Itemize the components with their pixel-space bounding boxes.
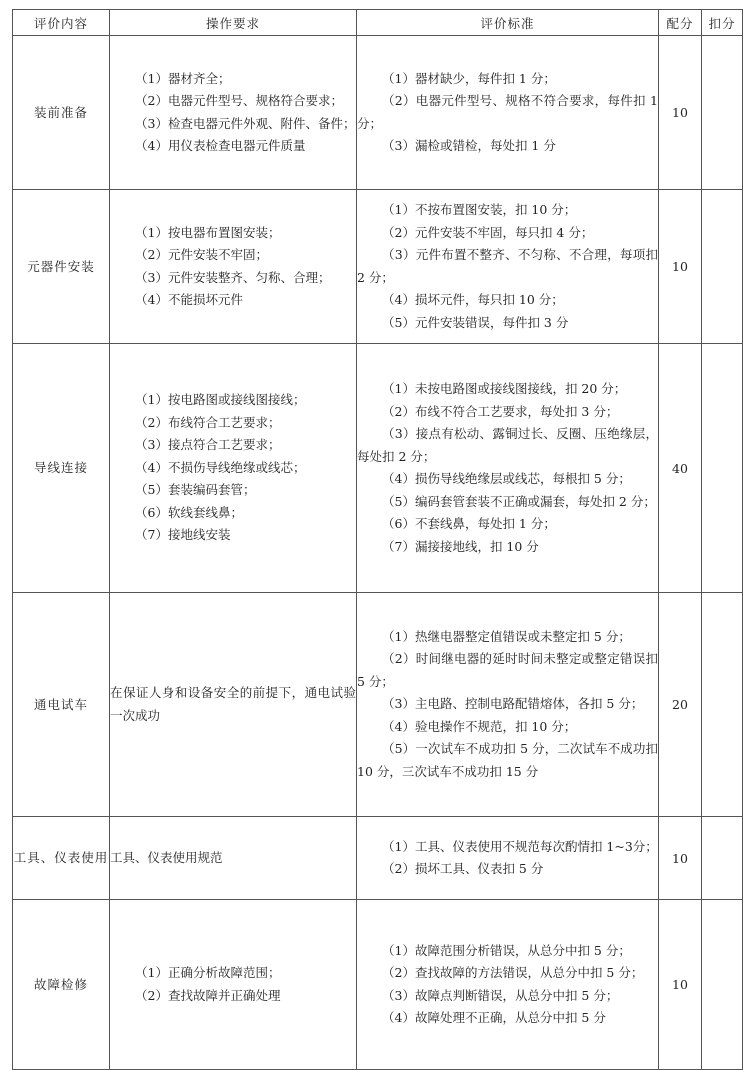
requirement-line: 工具、仪表使用规范 bbox=[110, 849, 223, 865]
requirement-line: （1）正确分析故障范围； bbox=[135, 965, 281, 980]
table-row bbox=[13, 344, 743, 593]
requirement-line: （2）布线符合工艺要求； bbox=[135, 414, 281, 430]
criteria-line: （4）故障处理不正确，从总分中扣 5 分 bbox=[382, 1010, 606, 1025]
requirement-line: （1）按电路图或接线图接线； bbox=[135, 392, 306, 408]
criteria-line: （4）验电操作不规范，扣 10 分； bbox=[382, 718, 577, 734]
item-cell: 元器件安装 bbox=[13, 190, 110, 344]
deduct-cell[interactable] bbox=[702, 36, 743, 190]
deduct-cell[interactable] bbox=[702, 817, 743, 900]
criteria-line: （5）元件安装错误，每件扣 3 分 bbox=[382, 314, 569, 330]
criteria-line: （3）主电路、控制电路配错熔体，各扣 5 分； bbox=[382, 696, 644, 712]
criteria-line: （5）一次试车不成功扣 5 分，二次试车不成功扣 10 分，三次试车不成功扣 15 分 bbox=[357, 741, 658, 779]
evaluation-table bbox=[12, 9, 743, 1070]
criteria-line: （1）未按电路图或接线图接线，扣 20 分； bbox=[382, 381, 627, 396]
score-cell: 10 bbox=[659, 817, 702, 900]
requirement-line: （2）电器元件型号、规格符合要求； bbox=[135, 93, 343, 108]
table-row bbox=[13, 593, 743, 817]
criteria-cell bbox=[357, 190, 659, 344]
requirement-line: （3）检查电器元件外观、附件、备件； bbox=[135, 115, 356, 131]
criteria-line: （1）热继电器整定值错误或未整定扣 5 分； bbox=[382, 628, 631, 644]
table-row bbox=[13, 190, 743, 344]
criteria-cell bbox=[357, 36, 659, 190]
requirements-cell bbox=[110, 36, 357, 190]
item-cell: 故障检修 bbox=[13, 900, 110, 1070]
item-cell: 工具、仪表使用 bbox=[13, 817, 110, 900]
criteria-line: （3）故障点判断错误，从总分中扣 5 分； bbox=[382, 987, 619, 1003]
requirement-line: （3）元件安装整齐、匀称、合理； bbox=[135, 269, 331, 285]
requirement-line: （6）软线套线鼻； bbox=[135, 504, 243, 520]
criteria-line: （6）不套线鼻，每处扣 1 分； bbox=[382, 516, 556, 531]
criteria-cell bbox=[357, 900, 659, 1070]
criteria-cell bbox=[357, 817, 659, 900]
criteria-line: （3）漏检或错检，每处扣 1 分 bbox=[382, 138, 556, 153]
requirement-line: （3）接点符合工艺要求； bbox=[135, 437, 281, 453]
deduct-cell[interactable] bbox=[702, 344, 743, 593]
criteria-line: （2）时间继电器的延时时间未整定或整定错误扣 5 分； bbox=[357, 651, 658, 689]
header-requirements: 操作要求 bbox=[110, 10, 357, 36]
requirements-cell bbox=[110, 190, 357, 344]
item-cell: 通电试车 bbox=[13, 593, 110, 817]
criteria-line: （2）查找故障的方法错误，从总分中扣 5 分； bbox=[382, 965, 644, 980]
criteria-line: （5）编码套管套装不正确或漏套，每处扣 2 分； bbox=[382, 493, 656, 509]
criteria-line: （1）器材缺少，每件扣 1 分； bbox=[382, 70, 556, 86]
criteria-line: （4）损伤导线绝缘层或线芯，每根扣 5 分； bbox=[382, 471, 631, 486]
table-header-row bbox=[13, 10, 743, 36]
score-cell: 20 bbox=[659, 593, 702, 817]
requirement-line: （4）不损伤导线绝缘或线芯； bbox=[135, 459, 306, 475]
header-criteria: 评价标准 bbox=[357, 10, 659, 36]
item-cell: 导线连接 bbox=[13, 344, 110, 593]
table-row bbox=[13, 817, 743, 900]
criteria-line: （1）不按布置图安装，扣 10 分； bbox=[382, 202, 577, 217]
score-cell: 10 bbox=[659, 36, 702, 190]
requirement-line: （4）不能损坏元件 bbox=[135, 292, 243, 307]
requirement-line: （5）套装编码套管； bbox=[135, 482, 256, 498]
score-cell: 40 bbox=[659, 344, 702, 593]
requirement-line: （2）元件安装不牢固； bbox=[135, 247, 268, 262]
criteria-line: （2）电器元件型号、规格不符合要求，每件扣 1 分； bbox=[357, 93, 658, 131]
criteria-line: （4）损坏元件，每只扣 10 分； bbox=[382, 292, 564, 307]
deduct-cell[interactable] bbox=[702, 190, 743, 344]
criteria-line: （7）漏接接地线，扣 10 分 bbox=[382, 538, 539, 554]
deduct-cell[interactable] bbox=[702, 900, 743, 1070]
criteria-line: （3）接点有松动、露铜过长、反圈、压绝缘层，每处扣 2 分； bbox=[357, 426, 658, 464]
score-cell: 10 bbox=[659, 900, 702, 1070]
header-item: 评价内容 bbox=[13, 10, 110, 36]
requirements-cell bbox=[110, 817, 357, 900]
score-cell: 10 bbox=[659, 190, 702, 344]
requirement-line: （1）按电器布置图安装； bbox=[135, 224, 281, 240]
table-row bbox=[13, 36, 743, 190]
requirement-line: （7）接地线安装 bbox=[135, 527, 231, 543]
criteria-line: （3）元件布置不整齐、不匀称、不合理，每项扣 2 分； bbox=[357, 247, 658, 285]
header-score: 配分 bbox=[659, 10, 702, 36]
item-cell: 装前准备 bbox=[13, 36, 110, 190]
requirement-line: （1）器材齐全； bbox=[135, 70, 231, 86]
requirements-cell bbox=[110, 900, 357, 1070]
criteria-line: （2）元件安装不牢固，每只扣 4 分； bbox=[382, 224, 594, 240]
requirement-line: （2）查找故障并正确处理 bbox=[135, 987, 281, 1003]
criteria-cell bbox=[357, 344, 659, 593]
table-row bbox=[13, 900, 743, 1070]
requirement-line: 在保证人身和设备安全的前提下，通电试验一次成功 bbox=[110, 685, 356, 723]
requirement-line: （4）用仪表检查电器元件质量 bbox=[135, 138, 306, 153]
requirements-cell bbox=[110, 593, 357, 817]
deduct-cell[interactable] bbox=[702, 593, 743, 817]
criteria-line: （2）布线不符合工艺要求，每处扣 3 分； bbox=[382, 403, 619, 419]
criteria-cell bbox=[357, 593, 659, 817]
criteria-line: （1）工具、仪表使用不规范每次酌情扣 1~3分； bbox=[382, 838, 658, 854]
criteria-line: （1）故障范围分析错误，从总分中扣 5 分； bbox=[382, 942, 631, 958]
requirements-cell bbox=[110, 344, 357, 593]
header-deduct: 扣分 bbox=[702, 10, 743, 36]
criteria-line: （2）损坏工具、仪表扣 5 分 bbox=[382, 861, 544, 876]
